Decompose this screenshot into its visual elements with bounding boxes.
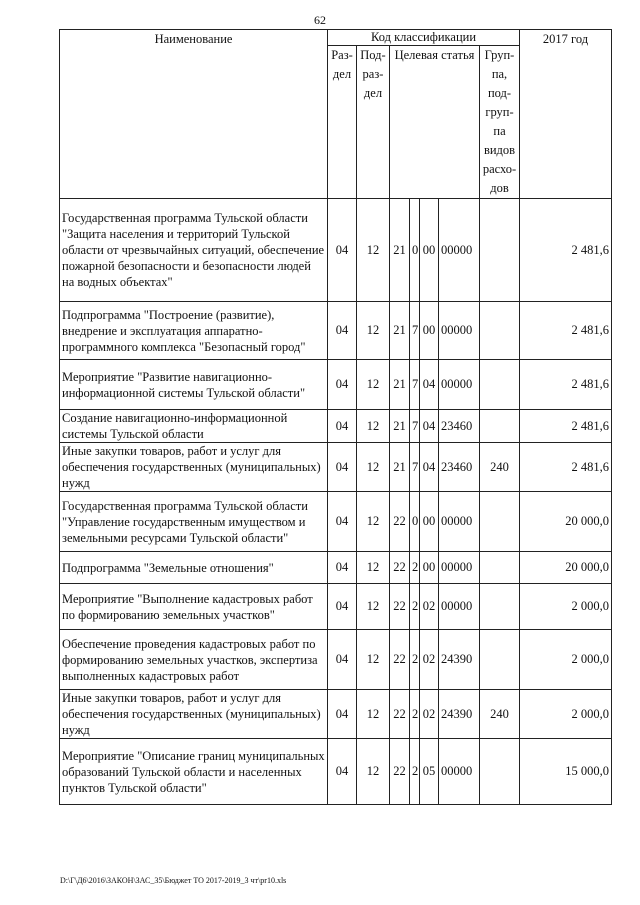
row-target-1: 21 (390, 410, 410, 443)
row-podrazdel: 12 (357, 302, 390, 360)
row-vid (480, 302, 520, 360)
row-target-4: 00000 (439, 552, 480, 584)
table-row (60, 552, 612, 584)
row-target-2: 2 (410, 584, 420, 630)
header-podrazdel: Под- раз- дел (357, 46, 390, 199)
row-target-2: 2 (410, 630, 420, 690)
row-podrazdel: 12 (357, 584, 390, 630)
row-name: Государственная программа Тульской области "Защита населения и территорий Тульской области от чрезвычайных ситуаций, обеспечение пожарной безопасности и безопасности людей на водных объектах" (60, 199, 328, 302)
row-amount: 2 481,6 (520, 302, 612, 360)
row-target-4: 24390 (439, 630, 480, 690)
row-vid (480, 199, 520, 302)
row-razdel: 04 (328, 552, 357, 584)
row-target-2: 7 (410, 302, 420, 360)
row-target-4: 00000 (439, 492, 480, 552)
row-target-3: 04 (420, 410, 439, 443)
table-row (60, 360, 612, 410)
row-amount: 20 000,0 (520, 492, 612, 552)
header-name: Наименование (60, 30, 328, 199)
table-body (60, 199, 612, 805)
row-target-1: 22 (390, 739, 410, 805)
row-name: Создание навигационно-информационной системы Тульской области (60, 410, 328, 443)
row-target-4: 00000 (439, 739, 480, 805)
row-podrazdel: 12 (357, 410, 390, 443)
row-target-1: 22 (390, 492, 410, 552)
table-row (60, 492, 612, 552)
row-amount: 2 000,0 (520, 584, 612, 630)
row-amount: 2 481,6 (520, 199, 612, 302)
row-razdel: 04 (328, 360, 357, 410)
row-amount: 15 000,0 (520, 739, 612, 805)
row-vid (480, 739, 520, 805)
table-row (60, 630, 612, 690)
table-row (60, 302, 612, 360)
row-amount: 2 481,6 (520, 443, 612, 492)
row-vid (480, 410, 520, 443)
row-name: Мероприятие "Описание границ муниципальных образований Тульской области и населенных пунктов Тульской области" (60, 739, 328, 805)
row-target-4: 00000 (439, 584, 480, 630)
row-target-3: 00 (420, 199, 439, 302)
row-target-3: 02 (420, 690, 439, 739)
row-target-3: 00 (420, 302, 439, 360)
row-vid (480, 630, 520, 690)
row-razdel: 04 (328, 410, 357, 443)
row-target-1: 22 (390, 630, 410, 690)
footer-path: D:\Г\Д6\2016\ЗАКОН\ЗАС_35\Бюджет ТО 2017-2019_3 чт\pr10.xls (60, 876, 287, 885)
row-razdel: 04 (328, 443, 357, 492)
row-name: Подпрограмма "Построение (развитие), внедрение и эксплуатация аппаратно-программного комплекса "Безопасный город" (60, 302, 328, 360)
row-target-2: 7 (410, 360, 420, 410)
budget-table (59, 29, 612, 805)
table-row (60, 690, 612, 739)
row-target-4: 00000 (439, 360, 480, 410)
table-row (60, 199, 612, 302)
row-name: Подпрограмма "Земельные отношения" (60, 552, 328, 584)
row-vid (480, 584, 520, 630)
row-podrazdel: 12 (357, 492, 390, 552)
table-row (60, 443, 612, 492)
row-target-2: 2 (410, 739, 420, 805)
row-vid (480, 492, 520, 552)
table-row (60, 584, 612, 630)
row-target-3: 02 (420, 584, 439, 630)
row-target-3: 00 (420, 492, 439, 552)
row-target-2: 7 (410, 443, 420, 492)
row-vid (480, 552, 520, 584)
row-podrazdel: 12 (357, 552, 390, 584)
row-amount: 2 481,6 (520, 360, 612, 410)
row-vid: 240 (480, 443, 520, 492)
row-podrazdel: 12 (357, 739, 390, 805)
row-name: Мероприятие "Развитие навигационно-информационной системы Тульской области" (60, 360, 328, 410)
row-target-1: 21 (390, 302, 410, 360)
row-amount: 2 481,6 (520, 410, 612, 443)
row-target-4: 00000 (439, 199, 480, 302)
row-target-1: 21 (390, 199, 410, 302)
row-target-3: 04 (420, 443, 439, 492)
row-target-1: 22 (390, 552, 410, 584)
row-target-1: 21 (390, 360, 410, 410)
row-podrazdel: 12 (357, 690, 390, 739)
row-target-3: 05 (420, 739, 439, 805)
row-razdel: 04 (328, 584, 357, 630)
row-target-4: 24390 (439, 690, 480, 739)
row-razdel: 04 (328, 492, 357, 552)
row-name: Иные закупки товаров, работ и услуг для обеспечения государственных (муниципальных) нужд (60, 443, 328, 492)
row-target-4: 23460 (439, 410, 480, 443)
row-name: Обеспечение проведения кадастровых работ по формированию земельных участков, экспертиза выполненных кадастровых работ (60, 630, 328, 690)
row-amount: 2 000,0 (520, 690, 612, 739)
row-name: Государственная программа Тульской области "Управление государственным имуществом и земельными ресурсами Тульской области" (60, 492, 328, 552)
row-vid: 240 (480, 690, 520, 739)
row-target-2: 2 (410, 552, 420, 584)
row-name: Иные закупки товаров, работ и услуг для обеспечения государственных (муниципальных) нужд (60, 690, 328, 739)
table-row (60, 739, 612, 805)
row-razdel: 04 (328, 739, 357, 805)
row-podrazdel: 12 (357, 199, 390, 302)
row-target-2: 7 (410, 410, 420, 443)
header-target-article: Целевая статья (390, 46, 480, 199)
row-target-4: 00000 (439, 302, 480, 360)
row-amount: 20 000,0 (520, 552, 612, 584)
row-podrazdel: 12 (357, 443, 390, 492)
row-razdel: 04 (328, 302, 357, 360)
header-vid-group: Груп- па, под- груп- па видов расхо- дов (480, 46, 520, 199)
row-target-3: 04 (420, 360, 439, 410)
row-target-1: 22 (390, 690, 410, 739)
row-target-2: 2 (410, 690, 420, 739)
row-amount: 2 000,0 (520, 630, 612, 690)
row-name: Мероприятие "Выполнение кадастровых работ по формированию земельных участков" (60, 584, 328, 630)
row-razdel: 04 (328, 199, 357, 302)
page-number: 62 (314, 13, 326, 27)
row-target-2: 0 (410, 199, 420, 302)
row-target-1: 22 (390, 584, 410, 630)
row-razdel: 04 (328, 630, 357, 690)
row-target-4: 23460 (439, 443, 480, 492)
header-razdel: Раз- дел (328, 46, 357, 199)
table-row (60, 410, 612, 443)
row-target-3: 02 (420, 630, 439, 690)
row-target-3: 00 (420, 552, 439, 584)
row-podrazdel: 12 (357, 630, 390, 690)
header-classification: Код классификации (328, 30, 520, 46)
row-target-1: 21 (390, 443, 410, 492)
row-vid (480, 360, 520, 410)
header-year: 2017 год (520, 30, 612, 199)
row-target-2: 0 (410, 492, 420, 552)
row-razdel: 04 (328, 690, 357, 739)
row-podrazdel: 12 (357, 360, 390, 410)
